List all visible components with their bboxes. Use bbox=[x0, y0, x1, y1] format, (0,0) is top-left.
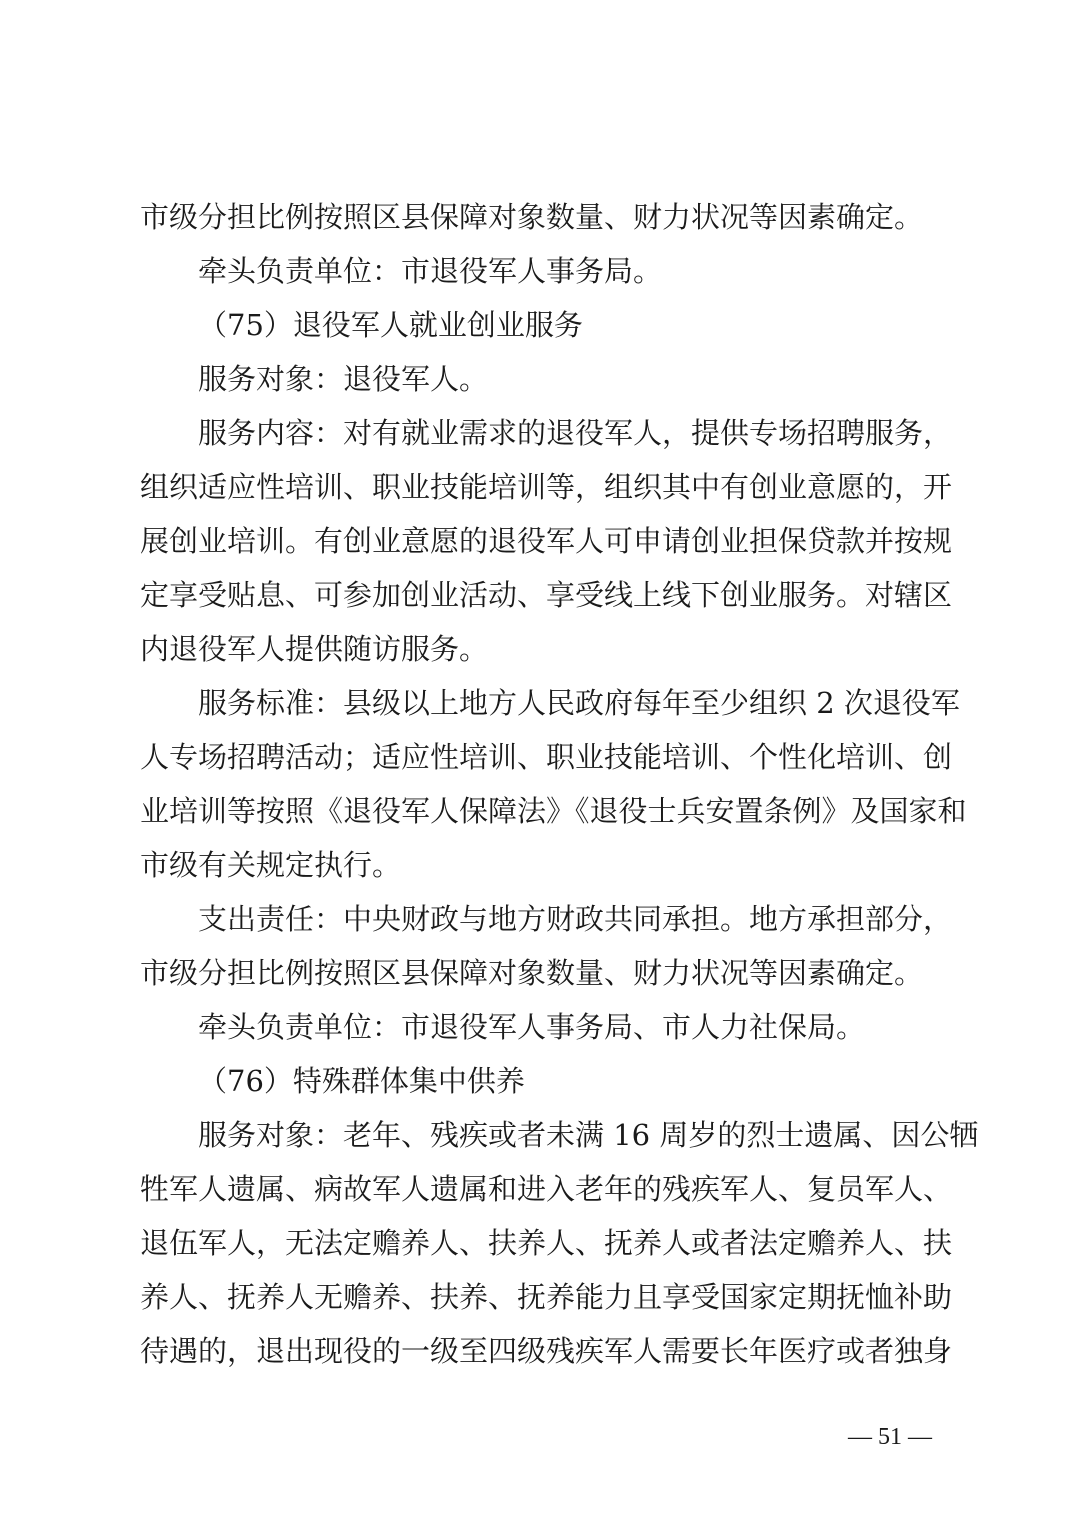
text-line: 市级分担比例按照区县保障对象数量、财力状况等因素确定。 bbox=[140, 200, 924, 234]
text-line: 牵头负责单位：市退役军人事务局。 bbox=[198, 254, 663, 288]
text-line: 待遇的，退出现役的一级至四级残疾军人需要长年医疗或者独身 bbox=[140, 1334, 953, 1368]
text-line: 市级有关规定执行。 bbox=[140, 848, 402, 882]
text-line: 服务对象：退役军人。 bbox=[198, 362, 489, 396]
text-line: 定享受贴息、可参加创业活动、享受线上线下创业服务。对辖区 bbox=[140, 578, 953, 612]
text-line: 退伍军人，无法定赡养人、扶养人、抚养人或者法定赡养人、扶 bbox=[140, 1226, 953, 1260]
text-line: 服务内容：对有就业需求的退役军人，提供专场招聘服务， bbox=[198, 416, 953, 450]
text-line: 人专场招聘活动；适应性培训、职业技能培训、个性化培训、创 bbox=[140, 740, 953, 774]
text-line: 牲军人遗属、病故军人遗属和进入老年的残疾军人、复员军人、 bbox=[140, 1172, 953, 1206]
text-line: 支出责任：中央财政与地方财政共同承担。地方承担部分， bbox=[198, 902, 953, 936]
text-line: 牵头负责单位：市退役军人事务局、市人力社保局。 bbox=[198, 1010, 866, 1044]
text-line: 养人、抚养人无赡养、扶养、抚养能力且享受国家定期抚恤补助 bbox=[140, 1280, 953, 1314]
page-number: — 51 — bbox=[848, 1424, 932, 1450]
text-line: （75）退役军人就业创业服务 bbox=[198, 308, 583, 342]
text-line: 组织适应性培训、职业技能培训等，组织其中有创业意愿的，开 bbox=[140, 470, 953, 504]
text-line: 展创业培训。有创业意愿的退役军人可申请创业担保贷款并按规 bbox=[140, 524, 953, 558]
text-line: 服务对象：老年、残疾或者未满 16 周岁的烈士遗属、因公牺 bbox=[198, 1118, 979, 1152]
text-line: 内退役军人提供随访服务。 bbox=[140, 632, 489, 666]
text-line: 业培训等按照《退役军人保障法》《退役士兵安置条例》及国家和 bbox=[140, 794, 967, 828]
text-line: 市级分担比例按照区县保障对象数量、财力状况等因素确定。 bbox=[140, 956, 924, 990]
body-text bbox=[140, 190, 979, 1378]
text-line: 服务标准：县级以上地方人民政府每年至少组织 2 次退役军 bbox=[198, 686, 960, 720]
text-line: （76）特殊群体集中供养 bbox=[198, 1064, 525, 1098]
